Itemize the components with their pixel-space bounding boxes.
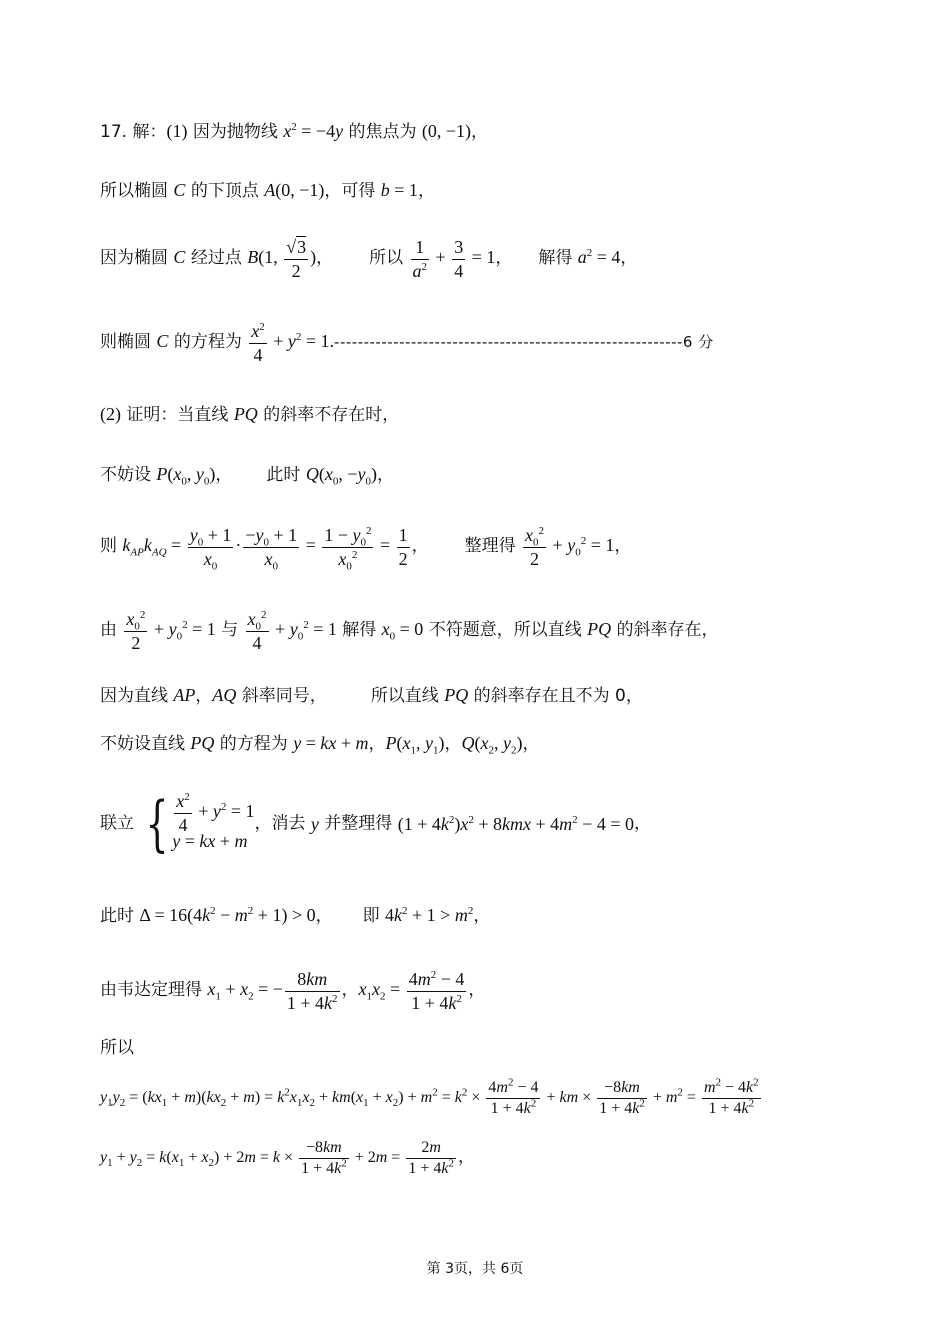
- line-4: 则椭圆 C 的方程为 $\frac{x^2}{4}$ + $y^2 = 1.-----------------------------------------------------------6$ 分: [100, 321, 714, 365]
- simplified-equation: $\frac{x_0^2}{2}$ + $y_0^2 = 1$: [525, 525, 615, 569]
- equation-one: $\frac{x_0^2}{2}$ + $y_0^2 = 1$: [126, 609, 216, 653]
- a-squared-value: $a^2 = 4$: [577, 247, 621, 268]
- line-equation: y = kx + m: [293, 733, 369, 753]
- equation-system: { $\frac{x^2}{4}$ + $y^2 = 1$ y = kx + m: [145, 789, 255, 859]
- line-5: (2) 证明：当直线 PQ 的斜率不存在时，: [100, 404, 400, 425]
- line-8: 由 $\frac{x_0^2}{2}$ + $y_0^2 = 1$ 与 $\frac{x_0^2}{4}$ + $y_0^2 = 1$ 解得 $x_0 = 0$ 不符题意，所以直线 PQ 的斜率存在，: [100, 609, 719, 653]
- focus-point: (0, −1): [421, 121, 472, 141]
- line-2: 所以椭圆 C 的下顶点 A(0, −1)，可得 b = 1，: [100, 180, 435, 201]
- line-3: 因为椭圆 C 经过点 B(1, $\frac{√3}{2}$ )， 所以 $\frac{1}{a^2}$ + $\frac{3}{4}$ = 1， 解得 $a^2 = 4$，: [100, 237, 638, 281]
- discriminant: $\Delta = 16(4k^2 - m^2 + 1) > 0$: [139, 905, 316, 925]
- equation-two: $\frac{x_0^2}{4}$ + $y_0^2 = 1$: [247, 609, 337, 653]
- line-10: 不妨设直线 PQ 的方程为 y = kx + m，$P(x_1$, $y_1$)，$Q(x_2$, $y_2$)，: [100, 733, 540, 757]
- line-7: 则 $k_{AP}k_{AQ}$ = $\frac{y_0 + 1}{x_0}$ · $\frac{-y_0 + 1}{x_0}$ = $\frac{1 - y_0^2}{x_0^2}$ = $\frac{1}{2}$ ， 整理得 $\frac{x_0^2}{2}$ + $y_0^2 = 1$，: [100, 525, 632, 573]
- page-footer: 第 3页，共 6页: [426, 1261, 524, 1277]
- part-2-label: (2): [100, 404, 121, 424]
- line-16: $y_1 + y_2 = k(x_1 + x_2) + 2m = k$ × $\frac{-8km}{1 + 4k^2}$ + 2m = $\frac{2m}{1 + 4k^2}$ ，: [100, 1139, 475, 1177]
- parabola-equation: $x^2 = -4y$: [283, 121, 344, 141]
- substitution-equation: $\frac{1}{a^2}$ + $\frac{3}{4}$ = 1: [412, 237, 496, 281]
- line-9: 因为直线 AP，AQ 斜率同号， 所以直线 PQ 的斜率存在且不为 0，: [100, 685, 643, 706]
- y-sum-derivation: $y_1 + y_2 = k(x_1 + x_2) + 2m = k$ × $\frac{-8km}{1 + 4k^2}$ + 2m = $\frac{2m}{1 + 4k^2}$: [100, 1139, 454, 1177]
- point-p: $P(x_0$, $y_0$): [156, 464, 216, 488]
- vieta-sum: $x_1 + x_2$ = − $\frac{8km}{1 + 4k^2}$: [207, 969, 338, 1013]
- part-1-label: (1): [166, 121, 188, 141]
- line-6: 不妨设 $P(x_0$, $y_0$)， 此时 $Q(x_0$, $-y_0$)，: [100, 464, 394, 488]
- b-value: b = 1: [380, 180, 418, 200]
- point-b: B(1, $\frac{√3}{2}$ ): [247, 237, 317, 281]
- score-marker: -----------------------------------------------------------6 分: [334, 333, 714, 352]
- line-15: [100, 1078, 763, 1119]
- problem-number: 17. 解：: [100, 122, 167, 142]
- line-14: 所以: [100, 1038, 134, 1058]
- point-q: $Q(x_0$, $-y_0$): [305, 464, 377, 488]
- point-q-general: $Q(x_2$, $y_2$): [461, 733, 523, 757]
- y-product-derivation: $y_1y_2 = (kx_1 + m)(kx_2 + m) = k^2x_1x_2 + km(x_1 + x_2) + m^2 = k^2$ × $\frac{4m^2 - 4}{1 + 4k^2}$ + km × $\frac{-8km}{1 + 4k^2}$ + $m^2$ = $\frac{m^2 - 4k^2}{1 + 4k^2}$: [100, 1076, 759, 1117]
- line-1: 17. 解：(1) 因为抛物线 $x^2 = -4y$ 的焦点为 (0, −1)，: [100, 121, 489, 142]
- line-13: 由韦达定理得 $x_1 + x_2$ = − $\frac{8km}{1 + 4k^2}$ ，$x_1x_2$ = $\frac{4m^2 - 4}{1 + 4k^2}$ ，: [100, 969, 486, 1013]
- vieta-product: $x_1x_2$ = $\frac{4m^2 - 4}{1 + 4k^2}$: [358, 969, 465, 1013]
- quadratic-equation: $(1 + 4k^2)x^2 + 8kmx + 4m^2 - 4 = 0$: [397, 814, 634, 834]
- point-a: A(0, −1): [264, 180, 325, 200]
- line-12: 此时 $\Delta = 16(4k^2 - m^2 + 1) > 0$， 即 $4k^2 + 1 > m^2$，: [100, 905, 491, 926]
- discriminant-condition: $4k^2 + 1 > m^2$: [385, 905, 474, 925]
- x0-result: $x_0 = 0$: [381, 619, 424, 643]
- line-11: 联立 { $\frac{x^2}{4}$ + $y^2 = 1$ y = kx + m ，消去 y 并整理得 $(1 + 4k^2)x^2 + 8kmx + 4m^2 - 4 = 0$，: [100, 789, 651, 859]
- ellipse-equation: $\frac{x^2}{4}$ + $y^2 = 1$.: [251, 321, 335, 365]
- slope-product-equation: $k_{AP}k_{AQ}$ = $\frac{y_0 + 1}{x_0}$ · $\frac{-y_0 + 1}{x_0}$ = $\frac{1 - y_0^2}{x_0^2}$ = $\frac{1}{2}$: [122, 525, 408, 573]
- point-p-general: $P(x_1$, $y_1$): [385, 733, 445, 757]
